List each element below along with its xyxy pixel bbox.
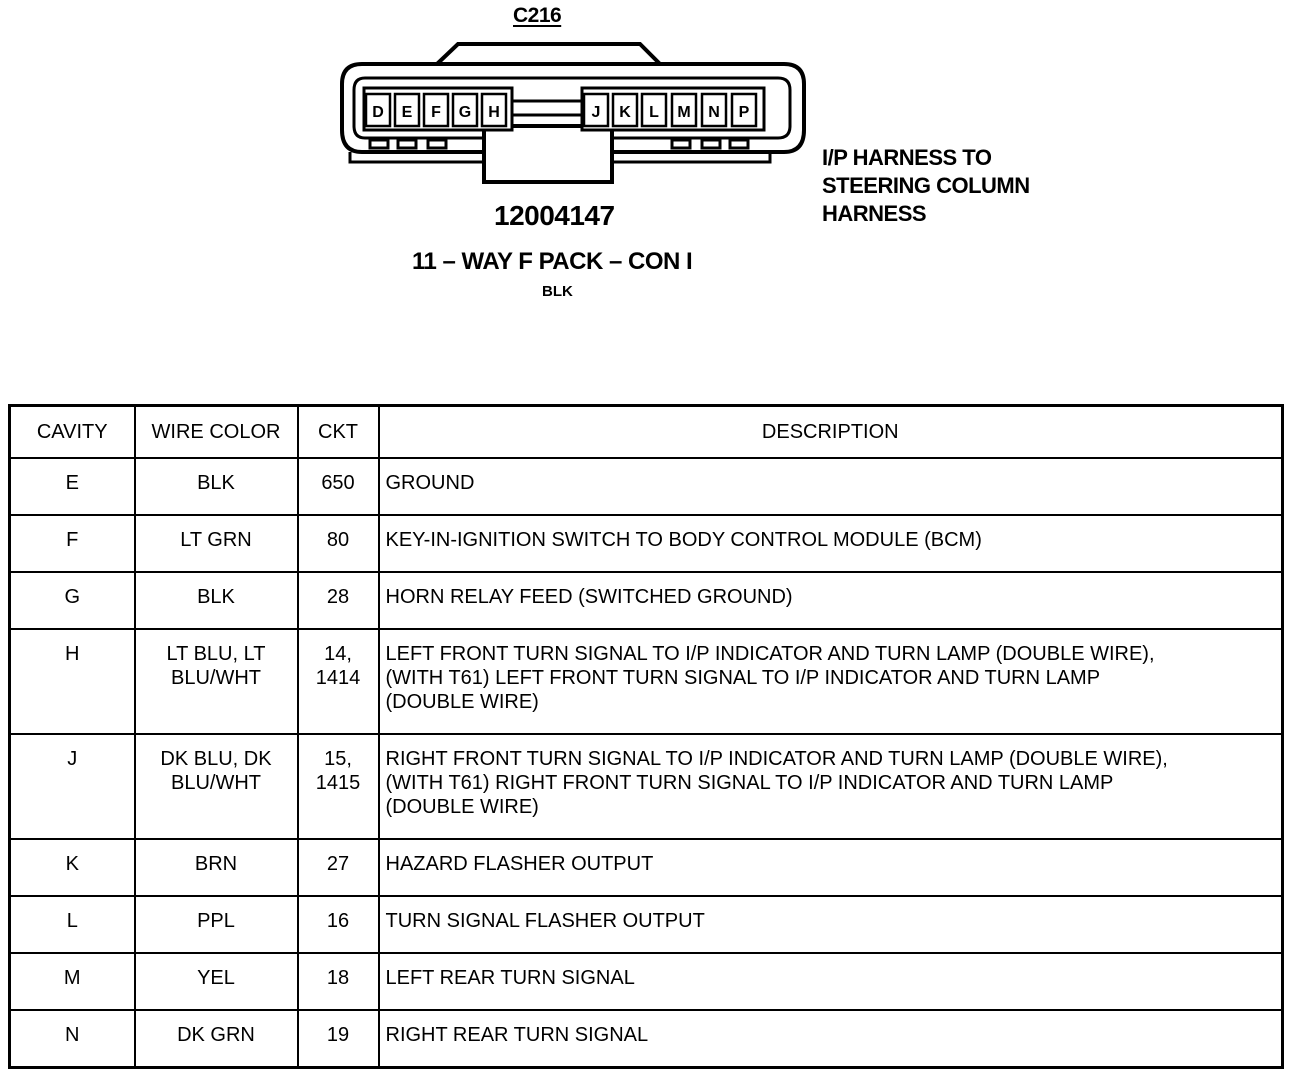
connector-pin-label: K — [619, 104, 631, 121]
connector-drawing — [0, 0, 1296, 400]
cavity-cell: M — [10, 953, 135, 1010]
cavity-cell: G — [10, 572, 135, 629]
description-cell: RIGHT FRONT TURN SIGNAL TO I/P INDICATOR AND TURN LAMP (DOUBLE WIRE), (WITH T61) RIGHT FRONT TURN SIGNAL TO I/P INDICATOR AND TURN LAMP (DOUBLE WIRE) — [379, 734, 1283, 839]
connector-pin-label: H — [488, 104, 500, 121]
ckt-cell: 18 — [298, 953, 379, 1010]
table-row — [10, 458, 1283, 515]
ckt-cell: 80 — [298, 515, 379, 572]
connector-pin-label: F — [431, 104, 441, 121]
ckt-cell: 15, 1415 — [298, 734, 379, 839]
cavity-cell: E — [10, 458, 135, 515]
cavity-cell: J — [10, 734, 135, 839]
connector-pin-label: D — [372, 104, 384, 121]
connector-color: BLK — [542, 283, 573, 300]
connector-pin — [395, 94, 419, 126]
wire-color-cell: PPL — [135, 896, 298, 953]
table-row — [10, 1010, 1283, 1068]
wire-color-cell: BRN — [135, 839, 298, 896]
description-cell: HORN RELAY FEED (SWITCHED GROUND) — [379, 572, 1283, 629]
connector-pin — [732, 94, 756, 126]
wire-color-cell: BLK — [135, 458, 298, 515]
cavity-table — [8, 404, 1284, 1069]
table-row — [10, 953, 1283, 1010]
connector-type: 11 – WAY F PACK – CON I — [412, 248, 693, 275]
harness-line: HARNESS — [822, 201, 927, 226]
cavity-cell: K — [10, 839, 135, 896]
table-row — [10, 734, 1283, 839]
wire-color-cell: LT BLU, LT BLU/WHT — [135, 629, 298, 734]
connector-pin — [584, 94, 608, 126]
wire-color-cell: BLK — [135, 572, 298, 629]
connector-bottom-tab — [484, 126, 612, 182]
cavity-cell: N — [10, 1010, 135, 1068]
connector-pin-label: N — [708, 104, 720, 121]
description-cell: RIGHT REAR TURN SIGNAL — [379, 1010, 1283, 1068]
connector-latch — [437, 44, 660, 64]
connector-id: C216 — [513, 4, 562, 27]
connector-pin-label: J — [591, 104, 601, 121]
connector-pin-label: E — [401, 104, 413, 121]
description-cell: GROUND — [379, 458, 1283, 515]
connector-pin-label: L — [649, 104, 659, 121]
header-ckt: CKT — [298, 406, 379, 459]
description-cell: HAZARD FLASHER OUTPUT — [379, 839, 1283, 896]
description-cell: KEY-IN-IGNITION SWITCH TO BODY CONTROL MODULE (BCM) — [379, 515, 1283, 572]
table-row — [10, 515, 1283, 572]
table-header-row — [10, 406, 1283, 459]
ckt-cell: 27 — [298, 839, 379, 896]
connector-pin — [642, 94, 666, 126]
connector-pin — [424, 94, 448, 126]
connector-pin — [702, 94, 726, 126]
connector-pin-label: M — [677, 104, 691, 121]
harness-label — [822, 144, 1030, 228]
cavity-cell: L — [10, 896, 135, 953]
connector-pin-label: G — [458, 104, 472, 121]
cavity-cell: F — [10, 515, 135, 572]
header-wire-color: WIRE COLOR — [135, 406, 298, 459]
ckt-cell: 16 — [298, 896, 379, 953]
harness-line: STEERING COLUMN — [822, 173, 1030, 198]
description-cell: LEFT REAR TURN SIGNAL — [379, 953, 1283, 1010]
description-cell: LEFT FRONT TURN SIGNAL TO I/P INDICATOR AND TURN LAMP (DOUBLE WIRE), (WITH T61) LEFT FRONT TURN SIGNAL TO I/P INDICATOR AND TURN LAMP (DOUBLE WIRE) — [379, 629, 1283, 734]
table-row — [10, 896, 1283, 953]
table-row — [10, 839, 1283, 896]
connector-pin — [482, 94, 506, 126]
connector-pin — [672, 94, 696, 126]
connector-pin-label: P — [738, 104, 750, 121]
cavity-cell: H — [10, 629, 135, 734]
wire-color-cell: DK BLU, DK BLU/WHT — [135, 734, 298, 839]
ckt-cell: 28 — [298, 572, 379, 629]
header-cavity: CAVITY — [10, 406, 135, 459]
ckt-cell: 14, 1414 — [298, 629, 379, 734]
ckt-cell: 650 — [298, 458, 379, 515]
table-row — [10, 572, 1283, 629]
wire-color-cell: DK GRN — [135, 1010, 298, 1068]
ckt-cell: 19 — [298, 1010, 379, 1068]
description-cell: TURN SIGNAL FLASHER OUTPUT — [379, 896, 1283, 953]
harness-line: I/P HARNESS TO — [822, 145, 992, 170]
wire-color-cell: YEL — [135, 953, 298, 1010]
wire-color-cell: LT GRN — [135, 515, 298, 572]
header-description: DESCRIPTION — [379, 406, 1283, 459]
connector-pin — [366, 94, 390, 126]
table-row — [10, 629, 1283, 734]
part-number: 12004147 — [494, 200, 615, 231]
connector-pin — [613, 94, 637, 126]
connector-pin — [453, 94, 477, 126]
